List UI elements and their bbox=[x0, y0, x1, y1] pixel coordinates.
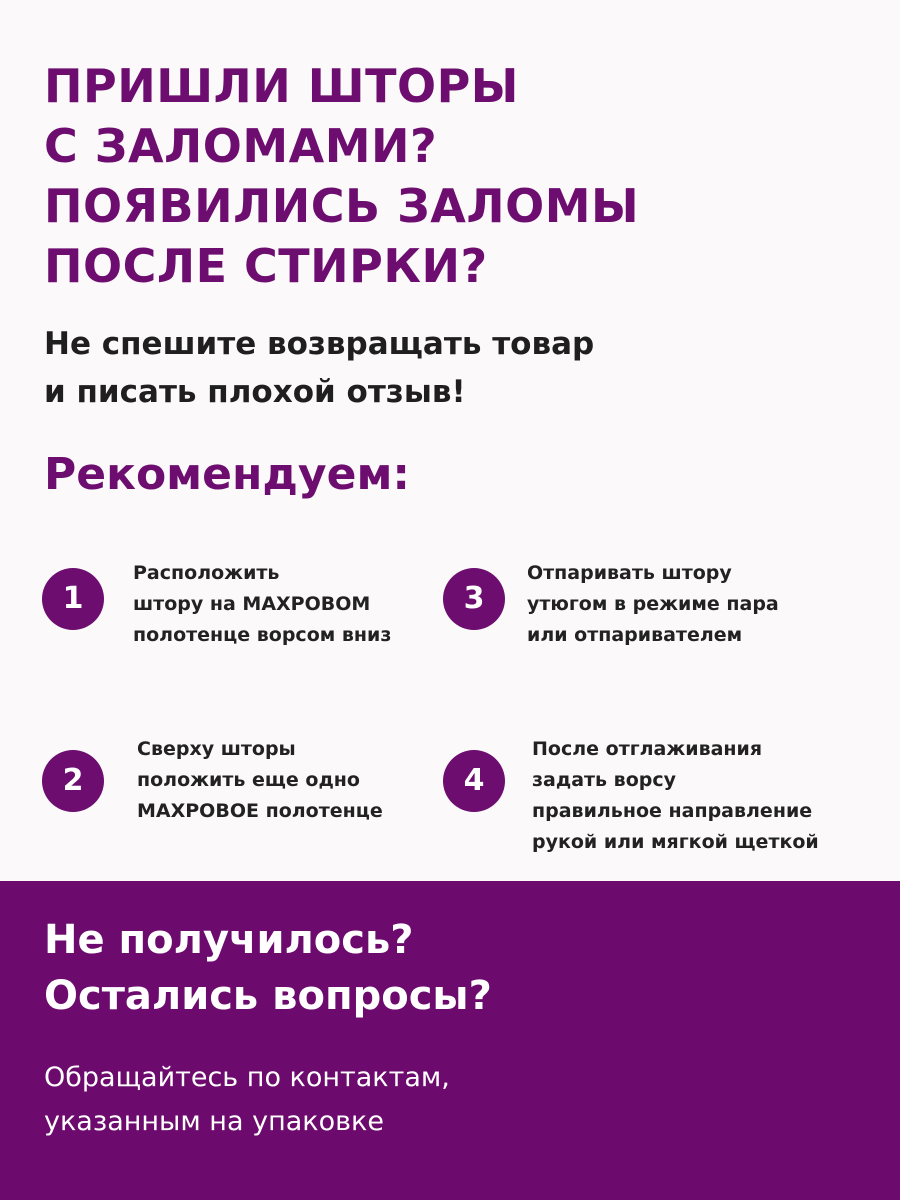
headline bbox=[44, 56, 864, 296]
step-text-line: штору на МАХРОВОМ bbox=[133, 593, 371, 615]
step-text bbox=[137, 734, 383, 827]
step-number-badge: 1 bbox=[42, 568, 104, 630]
step-number-badge: 3 bbox=[443, 568, 505, 630]
step-text-line: или отпаривателем bbox=[527, 624, 743, 646]
help-title bbox=[44, 912, 492, 1024]
step-number-badge: 2 bbox=[42, 750, 104, 812]
step-text bbox=[527, 558, 779, 651]
contact-instruction-line: Обращайтесь по контактам, bbox=[44, 1062, 450, 1093]
help-title-line: Не получилось? bbox=[44, 917, 414, 963]
headline-line: ПРИШЛИ ШТОРЫ bbox=[44, 59, 519, 113]
step-text-line: Расположить bbox=[133, 562, 280, 584]
step-text-line: правильное направление bbox=[532, 800, 813, 822]
step-number-badge: 4 bbox=[443, 750, 505, 812]
subheading bbox=[44, 320, 864, 416]
step-text-line: МАХРОВОЕ полотенце bbox=[137, 800, 383, 822]
step-text-line: положить еще одно bbox=[137, 769, 360, 791]
headline-line: ПОЯВИЛИСЬ ЗАЛОМЫ bbox=[44, 179, 640, 233]
subheading-line: Не спешите возвращать товар bbox=[44, 326, 595, 362]
step-text-line: После отглаживания bbox=[532, 738, 763, 760]
contact-instruction bbox=[44, 1056, 450, 1144]
step-text-line: утюгом в режиме пара bbox=[527, 593, 779, 615]
help-title-line: Остались вопросы? bbox=[44, 973, 492, 1019]
contact-instruction-line: указанным на упаковке bbox=[44, 1106, 384, 1137]
step-text bbox=[532, 734, 819, 858]
subheading-line: и писать плохой отзыв! bbox=[44, 374, 466, 410]
step-text-line: рукой или мягкой щеткой bbox=[532, 831, 819, 853]
headline-line: ПОСЛЕ СТИРКИ? bbox=[44, 239, 488, 293]
step-text-line: Сверху шторы bbox=[137, 738, 296, 760]
step-text bbox=[133, 558, 391, 651]
headline-line: С ЗАЛОМАМИ? bbox=[44, 119, 438, 173]
step-text-line: задать ворсу bbox=[532, 769, 676, 791]
recommendation-heading: Рекомендуем: bbox=[44, 449, 411, 500]
step-text-line: Отпаривать штору bbox=[527, 562, 732, 584]
step-text-line: полотенце ворсом вниз bbox=[133, 624, 392, 646]
